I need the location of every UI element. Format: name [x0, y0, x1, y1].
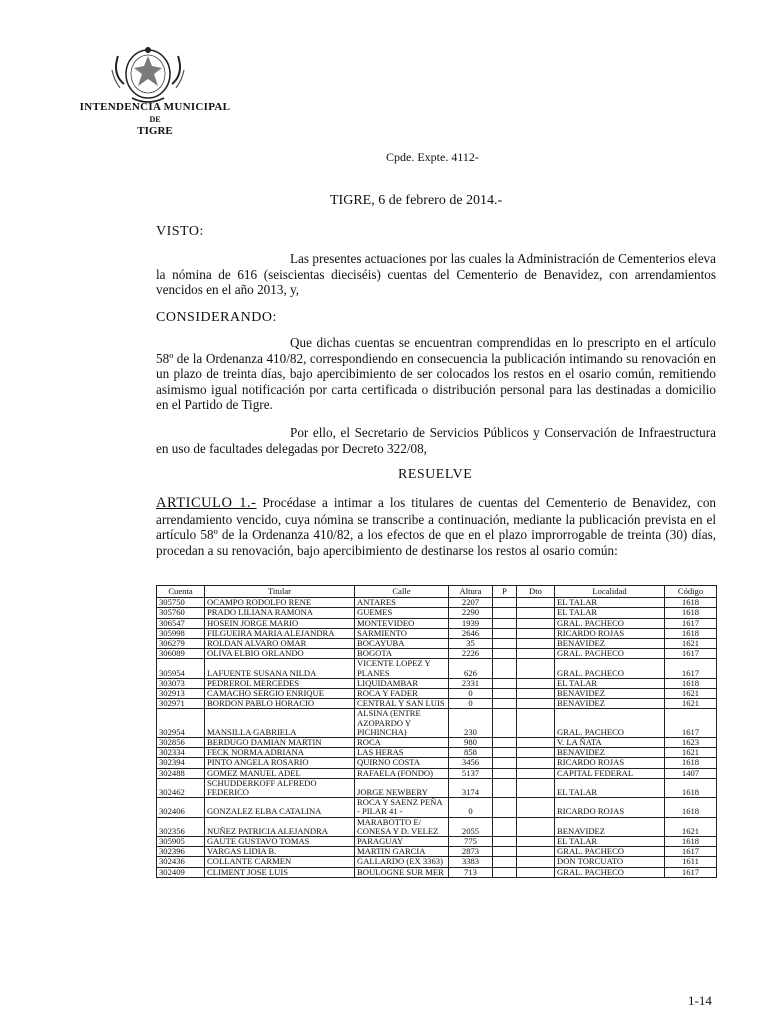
cell-titular: GAUTE GUSTAVO TOMAS — [205, 837, 355, 847]
cell-titular: OLIVA ELBIO ORLANDO — [205, 649, 355, 659]
cell-codigo: 1618 — [665, 598, 717, 608]
cell-p — [493, 608, 517, 618]
cell-p — [493, 768, 517, 778]
cell-dto — [517, 748, 555, 758]
cell-altura: 3383 — [449, 857, 493, 867]
cell-dto — [517, 857, 555, 867]
cell-altura: 2873 — [449, 847, 493, 857]
considerando-paragraph — [156, 335, 716, 413]
cell-titular: COLLANTE CARMEN — [205, 857, 355, 867]
cell-altura: 0 — [449, 798, 493, 817]
cell-altura: 980 — [449, 738, 493, 748]
cell-p — [493, 628, 517, 638]
visto-paragraph — [156, 251, 716, 298]
resuelve-label: RESUELVE — [398, 467, 473, 482]
cell-codigo: 1618 — [665, 758, 717, 768]
cell-titular: HOSEIN JORGE MARIO — [205, 618, 355, 628]
cell-codigo: 1617 — [665, 709, 717, 738]
col-header-p: P — [493, 586, 517, 598]
cell-cuenta: 302406 — [157, 798, 205, 817]
table-row — [157, 709, 717, 738]
cell-p — [493, 689, 517, 699]
cell-altura: 0 — [449, 689, 493, 699]
cell-titular: SCHUDDERKOFF ALFREDO FEDERICO — [205, 778, 355, 797]
cell-titular: NUÑEZ PATRICIA ALEJANDRA — [205, 817, 355, 836]
cell-codigo: 1618 — [665, 798, 717, 817]
cell-dto — [517, 798, 555, 817]
cell-cuenta: 305905 — [157, 837, 205, 847]
cell-titular: CAMACHO SERGIO ENRIQUE — [205, 689, 355, 699]
cell-calle: ALSINA (ENTRE AZOPARDO Y PICHINCHA) — [355, 709, 449, 738]
cell-titular: FECK NORMA ADRIANA — [205, 748, 355, 758]
cell-dto — [517, 817, 555, 836]
cell-altura: 626 — [449, 659, 493, 678]
cell-altura: 3456 — [449, 758, 493, 768]
articulo-label: ARTICULO 1.- — [156, 495, 257, 511]
cell-cuenta: 302356 — [157, 817, 205, 836]
cell-calle: BOGOTA — [355, 649, 449, 659]
table-row — [157, 628, 717, 638]
cell-cuenta: 302913 — [157, 689, 205, 699]
cell-calle: MARABOTTO E/ CONESA Y D. VELEZ — [355, 817, 449, 836]
cell-p — [493, 618, 517, 628]
cell-titular: BORDON PABLO HORACIO — [205, 699, 355, 709]
table-row — [157, 678, 717, 688]
cell-cuenta: 302971 — [157, 699, 205, 709]
cell-localidad: DON TORCUATO — [555, 857, 665, 867]
cell-codigo: 1617 — [665, 659, 717, 678]
cell-p — [493, 867, 517, 877]
cell-dto — [517, 649, 555, 659]
cell-altura: 1939 — [449, 618, 493, 628]
cell-calle: BOCAYUBA — [355, 639, 449, 649]
table-row — [157, 689, 717, 699]
cell-calle: VICENTE LOPEZ Y PLANES — [355, 659, 449, 678]
cell-altura: 35 — [449, 639, 493, 649]
cell-calle: ROCA Y FADER — [355, 689, 449, 699]
cell-localidad: GRAL. PACHECO — [555, 867, 665, 877]
col-header-altura: Altura — [449, 586, 493, 598]
cell-localidad: V. LA ÑATA — [555, 738, 665, 748]
cell-codigo: 1618 — [665, 628, 717, 638]
cell-codigo: 1618 — [665, 837, 717, 847]
cell-altura: 713 — [449, 867, 493, 877]
cell-altura: 2331 — [449, 678, 493, 688]
cell-p — [493, 738, 517, 748]
cell-codigo: 1617 — [665, 649, 717, 659]
cell-localidad: EL TALAR — [555, 598, 665, 608]
cell-dto — [517, 709, 555, 738]
table-row — [157, 608, 717, 618]
cell-cuenta: 305750 — [157, 598, 205, 608]
cell-titular: FILGUEIRA MARIA ALEJANDRA — [205, 628, 355, 638]
articulo-paragraph — [156, 495, 716, 558]
accounts-table — [156, 585, 717, 878]
table-row — [157, 817, 717, 836]
cell-codigo: 1618 — [665, 608, 717, 618]
cell-titular: PRADO LILIANA RAMONA — [205, 608, 355, 618]
table-body — [157, 598, 717, 878]
cell-calle: ROCA Y SAENZ PEÑA - PILAR 41 - — [355, 798, 449, 817]
cell-calle: GALLARDO (EX 3363) — [355, 857, 449, 867]
col-header-titular: Titular — [205, 586, 355, 598]
cell-titular: LAFUENTE SUSANA NILDA — [205, 659, 355, 678]
cell-dto — [517, 738, 555, 748]
cell-altura: 2646 — [449, 628, 493, 638]
por-ello-paragraph — [156, 425, 716, 456]
cell-localidad: RICARDO ROJAS — [555, 758, 665, 768]
cell-p — [493, 699, 517, 709]
visto-label: VISTO: — [156, 224, 204, 239]
cell-localidad: BENAVIDEZ — [555, 748, 665, 758]
cell-cuenta: 302462 — [157, 778, 205, 797]
cell-altura: 775 — [449, 837, 493, 847]
cell-dto — [517, 867, 555, 877]
cell-cuenta: 306547 — [157, 618, 205, 628]
table-row — [157, 798, 717, 817]
cell-dto — [517, 598, 555, 608]
table-row — [157, 738, 717, 748]
cell-dto — [517, 837, 555, 847]
col-header-localidad: Localidad — [555, 586, 665, 598]
cell-cuenta: 302954 — [157, 709, 205, 738]
cell-localidad: BENAVIDEZ — [555, 689, 665, 699]
cell-cuenta: 302394 — [157, 758, 205, 768]
cell-titular: GOMEZ MANUEL ADEL — [205, 768, 355, 778]
cell-codigo: 1621 — [665, 699, 717, 709]
cell-calle: ANTARES — [355, 598, 449, 608]
cell-p — [493, 817, 517, 836]
municipal-seal-icon — [102, 44, 194, 106]
cell-calle: LIQUIDAMBAR — [355, 678, 449, 688]
cell-dto — [517, 689, 555, 699]
header-line-2: DE — [149, 115, 161, 124]
cell-dto — [517, 628, 555, 638]
cell-localidad: BENAVIDEZ — [555, 817, 665, 836]
table-row — [157, 699, 717, 709]
cell-p — [493, 847, 517, 857]
cell-dto — [517, 608, 555, 618]
cell-localidad: GRAL. PACHECO — [555, 709, 665, 738]
cell-dto — [517, 618, 555, 628]
table-row — [157, 857, 717, 867]
cell-localidad: EL TALAR — [555, 778, 665, 797]
cell-altura: 230 — [449, 709, 493, 738]
cell-altura: 2055 — [449, 817, 493, 836]
header-line-3: TIGRE — [137, 125, 173, 137]
cell-dto — [517, 699, 555, 709]
cell-p — [493, 837, 517, 847]
cell-dto — [517, 678, 555, 688]
cell-p — [493, 709, 517, 738]
cell-titular: BERDUGO DAMIAN MARTIN — [205, 738, 355, 748]
document-date: TIGRE, 6 de febrero de 2014.- — [330, 193, 503, 208]
cell-altura: 2207 — [449, 598, 493, 608]
cell-altura: 0 — [449, 699, 493, 709]
cell-dto — [517, 778, 555, 797]
cell-codigo: 1623 — [665, 738, 717, 748]
table-row — [157, 748, 717, 758]
file-reference: Cpde. Expte. 4112- — [386, 150, 479, 164]
cell-titular: PINTO ANGELA ROSARIO — [205, 758, 355, 768]
cell-titular: GONZALEZ ELBA CATALINA — [205, 798, 355, 817]
table-row — [157, 837, 717, 847]
col-header-codigo: Código — [665, 586, 717, 598]
considerando-label: CONSIDERANDO: — [156, 310, 277, 325]
considerando-text: Que dichas cuentas se encuentran comprendidas en lo prescripto en el artículo 58º de la Ordenanza 410/82, correspondiendo en consecuencia la publicación intimando su renovación en un plazo de treinta días, bajo apercibimiento de ser colocados los restos en el osario común, remitiendo asimismo igual notificación por carta certificada o distribución personal para las destinadas a domicilio en el Partido de Tigre. — [156, 335, 716, 412]
cell-codigo: 1407 — [665, 768, 717, 778]
por-ello-text: Por ello, el Secretario de Servicios Públicos y Conservación de Infraestructura en uso de facultades delegadas por Decreto 322/08, — [156, 425, 716, 456]
table-row — [157, 847, 717, 857]
cell-localidad: CAPITAL FEDERAL — [555, 768, 665, 778]
cell-localidad: EL TALAR — [555, 837, 665, 847]
cell-titular: VARGAS LIDIA B. — [205, 847, 355, 857]
cell-calle: RAFAELA (FONDO) — [355, 768, 449, 778]
cell-dto — [517, 758, 555, 768]
table-row — [157, 778, 717, 797]
cell-dto — [517, 639, 555, 649]
cell-p — [493, 598, 517, 608]
cell-localidad: GRAL. PACHECO — [555, 649, 665, 659]
cell-calle: GUEMES — [355, 608, 449, 618]
cell-calle: QUIRNO COSTA — [355, 758, 449, 768]
cell-cuenta: 302436 — [157, 857, 205, 867]
cell-codigo: 1621 — [665, 639, 717, 649]
cell-codigo: 1618 — [665, 778, 717, 797]
cell-localidad: GRAL. PACHECO — [555, 847, 665, 857]
cell-codigo: 1621 — [665, 817, 717, 836]
col-header-dto: Dto — [517, 586, 555, 598]
cell-titular: MANSILLA GABRIELA — [205, 709, 355, 738]
table-row — [157, 758, 717, 768]
cell-cuenta: 302409 — [157, 867, 205, 877]
cell-p — [493, 778, 517, 797]
table-header-row — [157, 586, 717, 598]
cell-altura: 5137 — [449, 768, 493, 778]
cell-localidad: EL TALAR — [555, 608, 665, 618]
cell-altura: 2226 — [449, 649, 493, 659]
cell-codigo: 1611 — [665, 857, 717, 867]
table-row — [157, 639, 717, 649]
table-row — [157, 768, 717, 778]
cell-altura: 858 — [449, 748, 493, 758]
cell-cuenta: 306089 — [157, 649, 205, 659]
cell-calle: LAS HERAS — [355, 748, 449, 758]
cell-codigo: 1617 — [665, 847, 717, 857]
cell-codigo: 1617 — [665, 867, 717, 877]
cell-localidad: RICARDO ROJAS — [555, 628, 665, 638]
cell-cuenta: 306279 — [157, 639, 205, 649]
cell-cuenta: 302488 — [157, 768, 205, 778]
cell-p — [493, 758, 517, 768]
cell-titular: CLIMENT JOSE LUIS — [205, 867, 355, 877]
cell-cuenta: 303073 — [157, 678, 205, 688]
cell-altura: 3174 — [449, 778, 493, 797]
cell-p — [493, 857, 517, 867]
table-row — [157, 659, 717, 678]
cell-p — [493, 748, 517, 758]
cell-p — [493, 649, 517, 659]
col-header-cuenta: Cuenta — [157, 586, 205, 598]
cell-calle: JORGE NEWBERY — [355, 778, 449, 797]
table-row — [157, 618, 717, 628]
cell-localidad: BENAVIDEZ — [555, 699, 665, 709]
cell-titular: PEDREROL MERCEDES — [205, 678, 355, 688]
cell-calle: PARAGUAY — [355, 837, 449, 847]
cell-localidad: GRAL. PACHECO — [555, 618, 665, 628]
cell-codigo: 1617 — [665, 618, 717, 628]
col-header-calle: Calle — [355, 586, 449, 598]
cell-cuenta: 302334 — [157, 748, 205, 758]
cell-cuenta: 305954 — [157, 659, 205, 678]
page-number: 1-14 — [688, 993, 712, 1008]
cell-altura: 2290 — [449, 608, 493, 618]
cell-cuenta: 305760 — [157, 608, 205, 618]
cell-localidad: EL TALAR — [555, 678, 665, 688]
cell-dto — [517, 847, 555, 857]
cell-codigo: 1618 — [665, 678, 717, 688]
cell-localidad: BENAVIDEZ — [555, 639, 665, 649]
header-line-1: INTENDENCIA MUNICIPAL — [79, 101, 231, 113]
cell-localidad: GRAL. PACHECO — [555, 659, 665, 678]
cell-titular: OCAMPO RODOLFO RENE — [205, 598, 355, 608]
cell-calle: SARMIENTO — [355, 628, 449, 638]
cell-calle: BOULOGNE SUR MER — [355, 867, 449, 877]
cell-calle: CENTRAL Y SAN LUIS — [355, 699, 449, 709]
cell-dto — [517, 659, 555, 678]
cell-titular: ROLDAN ALVARO OMAR — [205, 639, 355, 649]
cell-cuenta: 302396 — [157, 847, 205, 857]
table-row — [157, 867, 717, 877]
cell-cuenta: 305998 — [157, 628, 205, 638]
table-row — [157, 649, 717, 659]
cell-dto — [517, 768, 555, 778]
cell-localidad: RICARDO ROJAS — [555, 798, 665, 817]
cell-calle: MONTEVIDEO — [355, 618, 449, 628]
cell-p — [493, 639, 517, 649]
cell-p — [493, 798, 517, 817]
cell-cuenta: 302856 — [157, 738, 205, 748]
cell-calle: MARTIN GARCIA — [355, 847, 449, 857]
visto-text: Las presentes actuaciones por las cuales la Administración de Cementerios eleva la nómina de 616 (seiscientas dieciséis) cuentas del Cementerio de Benavidez, con arrendamientos vencidos en el año 2013, y, — [156, 251, 716, 297]
cell-p — [493, 659, 517, 678]
articulo-text: Procédase a intimar a los titulares de cuentas del Cementerio de Benavidez, con arrendamiento vencido, cuya nómina se transcribe a continuación, mediante la publicación prevista en el artículo 58º de la Ordenanza 410/82, a los efectos de que en el plazo improrrogable de treinta (30) días, procedan a su renovación, bajo apercibimiento de destinarse los restos al osario común: — [156, 495, 717, 558]
table-row — [157, 598, 717, 608]
cell-p — [493, 678, 517, 688]
cell-codigo: 1621 — [665, 748, 717, 758]
cell-codigo: 1621 — [665, 689, 717, 699]
cell-calle: ROCA — [355, 738, 449, 748]
